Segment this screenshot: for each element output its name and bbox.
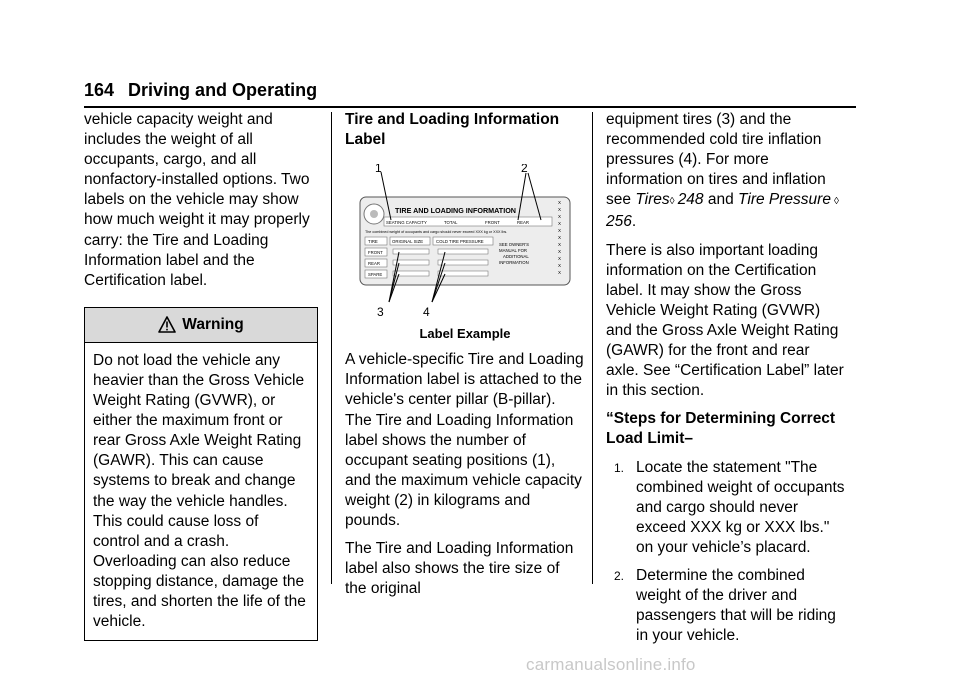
warning-header — [85, 308, 317, 343]
barcode-marks: X — [558, 214, 562, 220]
section-title: Driving and Operating — [128, 80, 318, 100]
label-title-text: TIRE AND LOADING INFORMATION — [395, 206, 516, 216]
col-cold-pressure-text: COLD TIRE PRESSURE — [436, 239, 484, 245]
tire-pressure-link[interactable]: Tire Pressure — [738, 191, 831, 209]
see-owners-line-3: ADDITIONAL — [503, 254, 529, 260]
and-text: and — [703, 191, 739, 209]
paragraph-2: The Tire and Loading Information label also shows the tire size of the original — [345, 540, 574, 598]
paragraph-1: A vehicle-specific Tire and Loading Information label is attached to the vehicle's center pillar (B-pillar). The Tire and Loading Information label shows the number of occupant seating positions (1), and the maximum vehicle capacity weight (2) in kilograms and pounds. — [345, 351, 584, 530]
step-text: Determine the combined weight of the driver and passengers that will be riding in your vehicle. — [636, 566, 836, 645]
page-header — [84, 80, 317, 101]
column-1 — [84, 110, 320, 641]
combined-weight-text: The combined weight of occupants and cargo should never exceed XXX kg or XXX lbs. — [365, 230, 508, 235]
tires-link[interactable]: Tires — [635, 191, 670, 209]
col-original-size-text: ORIGINAL SIZE — [392, 239, 424, 245]
list-item — [606, 458, 846, 558]
total-text: TOTAL — [444, 220, 458, 226]
rear-text: REAR — [517, 220, 529, 226]
header-rule — [84, 106, 856, 108]
barcode-marks: X — [558, 270, 562, 276]
row-rear-text: REAR — [368, 261, 380, 267]
tires-page-number[interactable]: 248 — [677, 191, 704, 209]
callout-3: 3 — [377, 305, 384, 320]
watermark: carmanualsonline.info — [526, 655, 696, 674]
column-divider-1 — [331, 112, 332, 584]
steps-heading: “Steps for Determining Correct Load Limit– — [606, 410, 836, 448]
step-number: 2. — [614, 568, 625, 583]
continued-paragraph — [606, 110, 846, 233]
warning-box — [84, 307, 318, 641]
row-front-text: FRONT — [368, 250, 383, 256]
label-heading: Tire and Loading Information Label — [345, 111, 560, 149]
step-text: Locate the statement "The combined weight of occupants and cargo should never exceed XXX kg or XXX lbs." on your vehicle’s placard. — [636, 458, 845, 556]
column-divider-2 — [592, 112, 593, 584]
certification-paragraph: There is also important loading information on the Certification label. It may show the Gross Vehicle Weight Rating (GVWR) and the Gross Axle Weight Rating (GAWR) for the front and rear axle. See “Certification Label” later in this section. — [606, 241, 844, 400]
tire-loading-label-illustration — [345, 164, 581, 324]
column-2 — [345, 110, 585, 607]
tire-pressure-page-number[interactable]: 256 — [606, 213, 632, 231]
front-text: FRONT — [485, 220, 500, 226]
list-item — [606, 566, 846, 646]
label-figure — [345, 164, 581, 324]
period-text: . — [631, 213, 637, 231]
column-3 — [606, 110, 846, 654]
page-ref-icon: ◊ — [834, 196, 839, 208]
barcode-marks: X — [558, 207, 562, 213]
figure-caption: Label Example — [419, 326, 511, 342]
page-number: 164 — [84, 80, 115, 100]
see-owners-line-2: MANUAL FOR — [499, 248, 528, 254]
barcode-marks: X — [558, 242, 562, 248]
callout-4: 4 — [423, 305, 430, 320]
barcode-marks: X — [558, 256, 562, 262]
barcode-marks: X — [558, 228, 562, 234]
see-owners-line-1: SEE OWNER'S — [499, 242, 529, 248]
warning-icon — [158, 316, 176, 333]
intro-paragraph: vehicle capacity weight and includes the weight of all occupants, cargo, and all nonfactory-installed options. Two labels on the vehicle may show how much weight it may properly carry: the Tire and Loading Information label and the Certification label. — [84, 111, 310, 289]
steps-list — [606, 458, 846, 647]
barcode-marks: X — [558, 249, 562, 255]
page-ref-icon: ◊ — [669, 196, 675, 208]
barcode-marks: X — [558, 235, 562, 241]
step-number: 1. — [614, 460, 625, 475]
warning-text: Do not load the vehicle any heavier than the Gross Vehicle Weight Rating (GVWR), or either the maximum front or rear Gross Axle Weight Rating (GAWR). This can cause systems to break and change the way the vehicle handles. This could cause loss of control and a crash. Overloading can also reduce stopping distance, damage the tires, and shorten the life of the vehicle. — [93, 351, 306, 631]
warning-title: Warning — [182, 315, 244, 333]
barcode-marks: X — [558, 263, 562, 269]
col-tire-text: TIRE — [368, 239, 378, 245]
barcode-marks: X — [558, 221, 562, 227]
row-spare-text: SPARE — [368, 272, 383, 278]
continued-text: equipment tires (3) and the recommended cold tire inflation pressures (4). For more information on tires and inflation see — [606, 111, 826, 209]
seating-capacity-text: SEATING CAPACITY — [386, 220, 427, 226]
barcode-marks: X — [558, 200, 562, 206]
see-owners-line-4: INFORMATION — [499, 260, 529, 266]
callout-1: 1 — [375, 164, 382, 176]
callout-2: 2 — [521, 164, 528, 176]
